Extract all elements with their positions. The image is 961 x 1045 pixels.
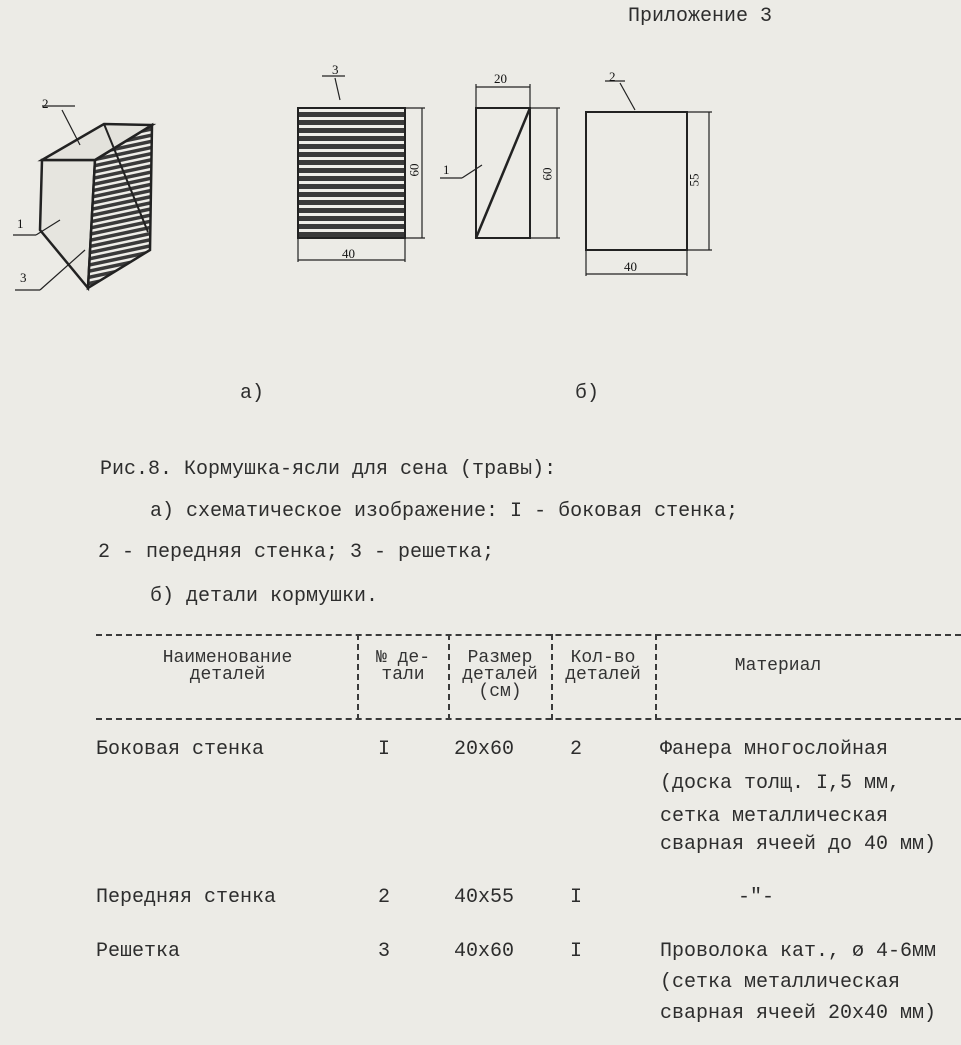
row-1-name: Боковая стенка xyxy=(96,738,265,761)
caption-line-4: б) детали кормушки. xyxy=(150,585,379,608)
header-name: Наименование деталей xyxy=(162,648,293,685)
dim-grate-width: 40 xyxy=(342,246,355,261)
row-2-number: 2 xyxy=(378,886,391,909)
col-divider xyxy=(357,634,359,720)
callout-front: 2 xyxy=(609,69,616,84)
side-wall-part xyxy=(476,108,530,238)
callout-iso-front: 2 xyxy=(42,96,49,111)
col-divider xyxy=(448,634,450,720)
row-1-material-3: сетка металлическая xyxy=(660,805,889,828)
header-size: Размер деталей (см) xyxy=(462,648,538,702)
col-divider xyxy=(655,634,657,720)
caption-line-3: 2 - передняя стенка; 3 - решетка; xyxy=(98,541,495,564)
isometric-feeder xyxy=(40,124,152,288)
header-number: № де- тали xyxy=(375,648,430,685)
dim-front-width: 40 xyxy=(624,259,637,274)
callout-iso-side: 1 xyxy=(17,216,24,231)
caption-line-2: а) схематическое изображение: I - боковая стенка; xyxy=(150,500,739,523)
row-1-size: 20х60 xyxy=(454,738,515,761)
front-wall-part xyxy=(586,112,687,250)
row-1-number: I xyxy=(378,738,391,761)
row-3-material-3: сварная ячеей 20х40 мм) xyxy=(660,1002,937,1025)
row-1-quantity: 2 xyxy=(570,738,583,761)
dim-grate-height: 60 xyxy=(406,163,422,177)
row-3-number: 3 xyxy=(378,940,391,963)
feeder-figure xyxy=(0,0,961,420)
grate-part xyxy=(298,108,405,238)
row-1-material-4: сварная ячеей до 40 мм) xyxy=(660,833,937,856)
row-1-material-1: Фанера многослойная xyxy=(660,738,889,761)
row-3-material-2: (сетка металлическая xyxy=(660,971,901,994)
figure-label-b: б) xyxy=(575,382,600,405)
row-2-size: 40х55 xyxy=(454,886,515,909)
row-1-material-2: (доска толщ. I,5 мм, xyxy=(660,772,901,795)
row-3-material-1: Проволока кат., ø 4-6мм xyxy=(660,940,937,963)
callout-grate: 3 xyxy=(332,62,339,77)
figure-label-a: а) xyxy=(240,382,265,405)
row-3-quantity: I xyxy=(570,940,583,963)
row-2-name: Передняя стенка xyxy=(96,886,277,909)
callout-iso-grate: 3 xyxy=(20,270,27,285)
header-material: Материал xyxy=(734,656,822,676)
caption-line-1: Рис.8. Кормушка-ясли для сена (травы): xyxy=(100,458,557,481)
table-header-rule xyxy=(96,718,961,720)
appendix-label: Приложение 3 xyxy=(628,5,773,28)
callout-side: 1 xyxy=(443,162,450,177)
row-2-material-1: -"- xyxy=(738,886,775,909)
row-3-name: Решетка xyxy=(96,940,181,963)
table-top-rule xyxy=(96,634,961,636)
dim-front-height: 55 xyxy=(686,173,702,187)
dim-side-height: 60 xyxy=(539,167,555,181)
header-quantity: Кол-во деталей xyxy=(565,648,641,685)
dim-side-top: 20 xyxy=(494,71,507,86)
row-3-size: 40х60 xyxy=(454,940,515,963)
row-2-quantity: I xyxy=(570,886,583,909)
